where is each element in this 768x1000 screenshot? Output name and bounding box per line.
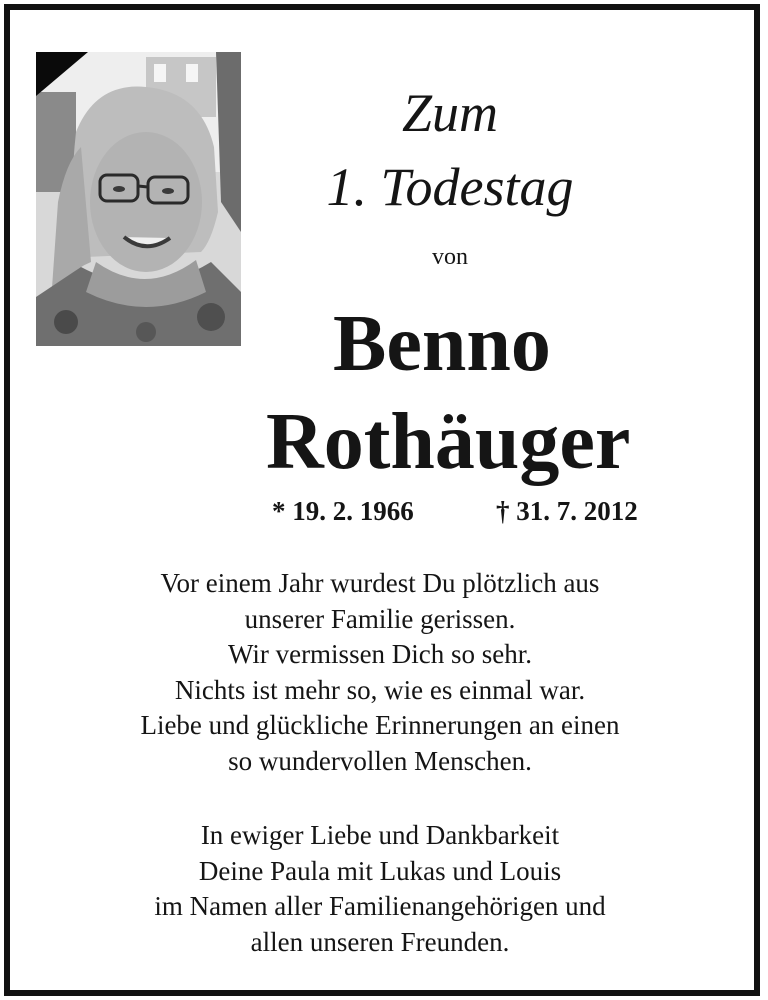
von-label: von [432, 244, 468, 270]
heading-line-todestag: 1. Todestag [326, 157, 574, 217]
portrait-photo [36, 52, 241, 346]
message-line: Liebe und glückliche Erinnerungen an einen [140, 710, 620, 740]
message-line: so wundervollen Menschen. [228, 745, 532, 776]
first-name: Benno [333, 300, 551, 388]
message-line: unserer Familie gerissen. [244, 603, 516, 634]
message-line: Nichts ist mehr so, wie es einmal war. [174, 674, 586, 705]
signature-line: allen unseren Freunden. [250, 926, 510, 957]
memorial-message [40, 566, 720, 779]
birth-date: * 19. 2. 1966 [272, 496, 414, 526]
heading-line-zum: Zum [401, 83, 499, 143]
signature-block [40, 818, 720, 960]
message-line: Wir vermissen Dich so sehr. [227, 639, 533, 669]
signature-line: In ewiger Liebe und Dankbarkeit [200, 820, 560, 850]
last-name: Rothäuger [266, 398, 631, 486]
signature-line: Deine Paula mit Lukas und Louis [198, 855, 562, 886]
signature-line: im Namen aller Familienangehörigen und [154, 891, 606, 921]
message-line: Vor einem Jahr wurdest Du plötzlich aus [160, 568, 600, 598]
death-date: † 31. 7. 2012 [496, 496, 638, 526]
